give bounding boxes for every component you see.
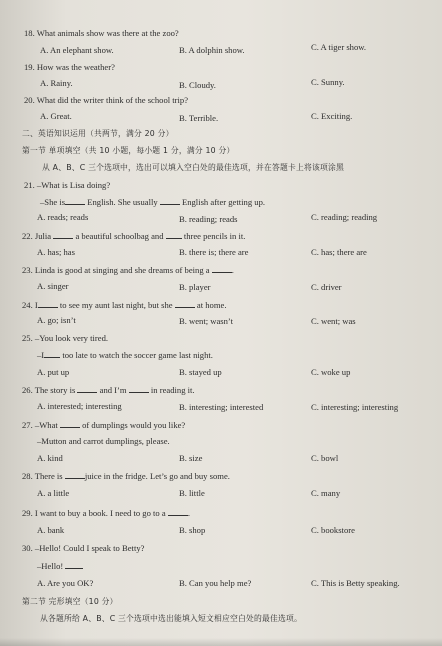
question-21-option-c: C. reading; reading [311, 212, 378, 222]
question-18-option-a: A. An elephant show. [40, 45, 114, 55]
question-24-option-c: C. went; was [311, 316, 356, 326]
question-29-option-c: C. bookstore [311, 525, 355, 535]
question-27-line-2: –Mutton and carrot dumplings, please. [37, 436, 170, 446]
question-22-option-c: C. has; there are [311, 247, 367, 257]
question-25-stem: 25. –You look very tired. [22, 333, 109, 343]
question-25-option-a: A. put up [37, 367, 70, 377]
question-30-stem: 30. –Hello! Could I speak to Betty? [22, 543, 145, 553]
question-26-option-c: C. interesting; interesting [311, 402, 399, 412]
part-1-instructions: 从 A、B、C 三个选项中，选出可以填入空白处的最佳选项，并在答题卡上将该项涂黑 [42, 163, 344, 172]
question-28-stem: 28. There is juice in the fridge. Let’s go and buy some. [22, 471, 230, 481]
question-30-line-2: –Hello! [37, 560, 83, 572]
question-23-option-b: B. player [179, 282, 211, 292]
question-18-option-c: C. A tiger show. [311, 42, 367, 52]
question-28-option-b: B. little [179, 488, 205, 498]
question-30-option-b: B. Can you help me? [179, 578, 252, 588]
question-20-option-b: B. Terrible. [179, 113, 219, 123]
question-27-option-a: A. kind [37, 453, 63, 463]
question-19-option-c: C. Sunny. [311, 77, 345, 87]
question-26-stem: 26. The story is and I’m in reading it. [22, 385, 195, 395]
question-23-option-a: A. singer [37, 281, 69, 291]
question-27-option-c: C. bowl [311, 453, 339, 463]
question-26-option-a: A. interested; interesting [37, 401, 122, 411]
question-25-option-c: C. woke up [311, 367, 351, 377]
question-30-option-a: A. Are you OK? [37, 578, 94, 588]
question-27-option-b: B. size [179, 453, 203, 463]
question-20-stem: 20. What did the writer think of the school trip? [24, 95, 189, 105]
question-30-option-c: C. This is Betty speaking. [311, 578, 400, 588]
question-23-stem: 23. Linda is good at singing and she dreams of being a . [22, 265, 234, 275]
question-21-line-2: –She is English. She usually English after getting up. [40, 197, 266, 207]
question-19-option-b: B. Cloudy. [179, 80, 216, 90]
question-29-stem: 29. I want to buy a book. I need to go to a . [22, 508, 190, 518]
part-1-heading: 第一节 单项填空（共 10 小题，每小题 1 分，满分 10 分） [22, 146, 235, 155]
question-19-option-a: A. Rainy. [40, 78, 73, 88]
question-24-option-a: A. go; isn’t [37, 315, 76, 325]
question-18-option-b: B. A dolphin show. [179, 45, 245, 55]
question-24-option-b: B. went; wasn’t [179, 316, 234, 326]
question-25-line-2: –I too late to watch the soccer game last night. [37, 350, 213, 360]
page-bottom-shadow [0, 638, 442, 646]
question-22-option-a: A. has; has [37, 247, 75, 257]
section-2-heading: 二、英语知识运用（共两节，满分 20 分） [22, 129, 174, 138]
question-20-option-c: C. Exciting. [311, 111, 353, 121]
question-27-stem: 27. –What of dumplings would you like? [22, 420, 186, 430]
question-21-stem: 21. –What is Lisa doing? [24, 180, 111, 190]
question-19-stem: 19. How was the weather? [24, 62, 115, 72]
question-29-option-b: B. shop [179, 525, 206, 535]
question-28-option-c: C. many [311, 488, 341, 498]
question-20-option-a: A. Great. [40, 111, 72, 121]
part-2-instructions: 从各题所给 A、B、C 三个选项中选出能填入短文相应空白处的最佳选项。 [40, 614, 302, 623]
question-25-option-b: B. stayed up [179, 367, 222, 377]
question-22-stem: 22. Julia a beautiful schoolbag and three pencils in it. [22, 231, 246, 241]
question-23-option-c: C. driver [311, 282, 342, 292]
question-29-option-a: A. bank [37, 525, 65, 535]
question-24-stem: 24. I to see my aunt last night, but she at home. [22, 300, 227, 310]
question-22-option-b: B. there is; there are [179, 247, 249, 257]
question-21-option-a: A. reads; reads [37, 212, 89, 222]
question-21-option-b: B. reading; reads [179, 214, 238, 224]
question-18-stem: 18. What animals show was there at the zoo? [24, 28, 179, 38]
part-2-heading: 第二节 完形填空（10 分） [22, 597, 118, 606]
question-26-option-b: B. interesting; interested [179, 402, 264, 412]
question-28-option-a: A. a little [37, 488, 70, 498]
